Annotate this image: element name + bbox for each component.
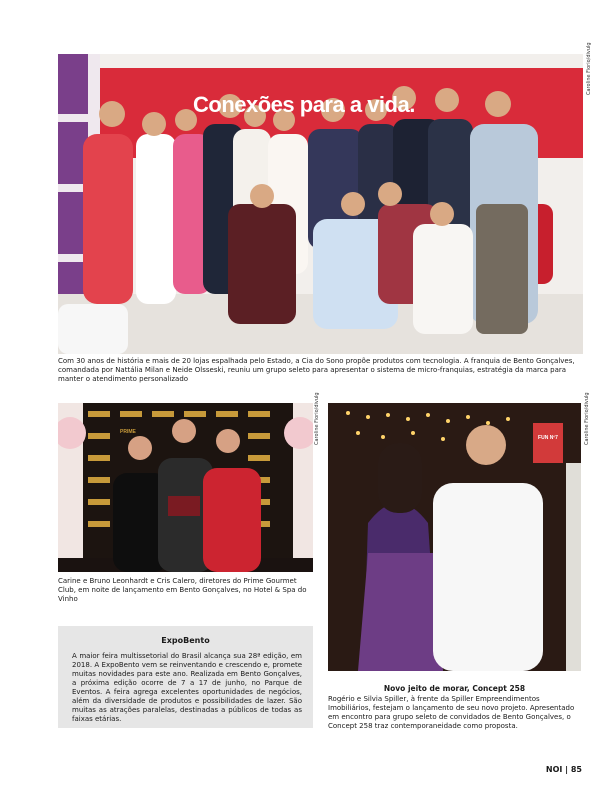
- banner-text: Conexões para a vida.: [193, 92, 415, 117]
- photo-credit-top: Caroline Fiorio/divulg: [586, 42, 592, 95]
- expobento-box: [58, 626, 313, 728]
- caption-top: Com 30 anos de história e mais de 20 lojas espalhada pelo Estado, a Cia do Sono propõe produtos com tecnologia. A franquia de Bento Gonçalves, comandada por Nattália Milan e Neide Olsseski, reuniu um grupo seleto para apresentar o sistema de micro-franquias, estratégia da marca para manter o atendimento personalizado: [58, 357, 575, 383]
- caption-right: Rogério e Silvia Spiller, à frente da Spiller Empreendimentos Imobiliários, festejam o lançamento de seu novo projeto. Apresentado em encontro para grupo seleto de convidados de Bento Gonçalves, o Concept 258 traz contemporaneidade como proposta.: [328, 695, 575, 730]
- backdrop-logo: PRIME: [120, 429, 136, 435]
- sign-text: FUN Nº7: [538, 435, 558, 441]
- photo-credit-right: Caroline Fiorio/divulg: [584, 392, 590, 445]
- concept-photo-illustration: [328, 403, 581, 671]
- expobento-body: A maior feira multissetorial do Brasil alcança sua 28ª edição, em 2018. A ExpoBento vem se reinventando e crescendo e, promete muitas novidades para este ano. Realizada em Bento Gonçalves, a próxima edição ocorre de 7 a 17 de junho, no Parque de Eventos. A feira agrega excelentes oportunidades de negócios, além da diversidade de produtos e possibilidades de lazer. São muitas as atrações paralelas, destinadas a públicos de todas as faixas etárias.: [72, 652, 302, 723]
- group-photo-cia-do-sono: [58, 54, 583, 354]
- photo-credit-left: Caroline Fiorio/divulg: [314, 392, 320, 445]
- page-folio: NOI | 85: [545, 765, 582, 774]
- expobento-title: ExpoBento: [161, 636, 210, 645]
- prime-photo-illustration: [58, 403, 313, 572]
- photo-concept-258: [328, 403, 581, 671]
- photo-prime-gourmet: [58, 403, 313, 572]
- caption-left: Carine e Bruno Leonhardt e Cris Calero, diretores do Prime Gourmet Club, em noite de lançamento em Bento Gonçalves, no Hotel & Spa do Vinho: [58, 577, 307, 603]
- caption-right-title: Novo jeito de morar, Concept 258: [383, 684, 526, 693]
